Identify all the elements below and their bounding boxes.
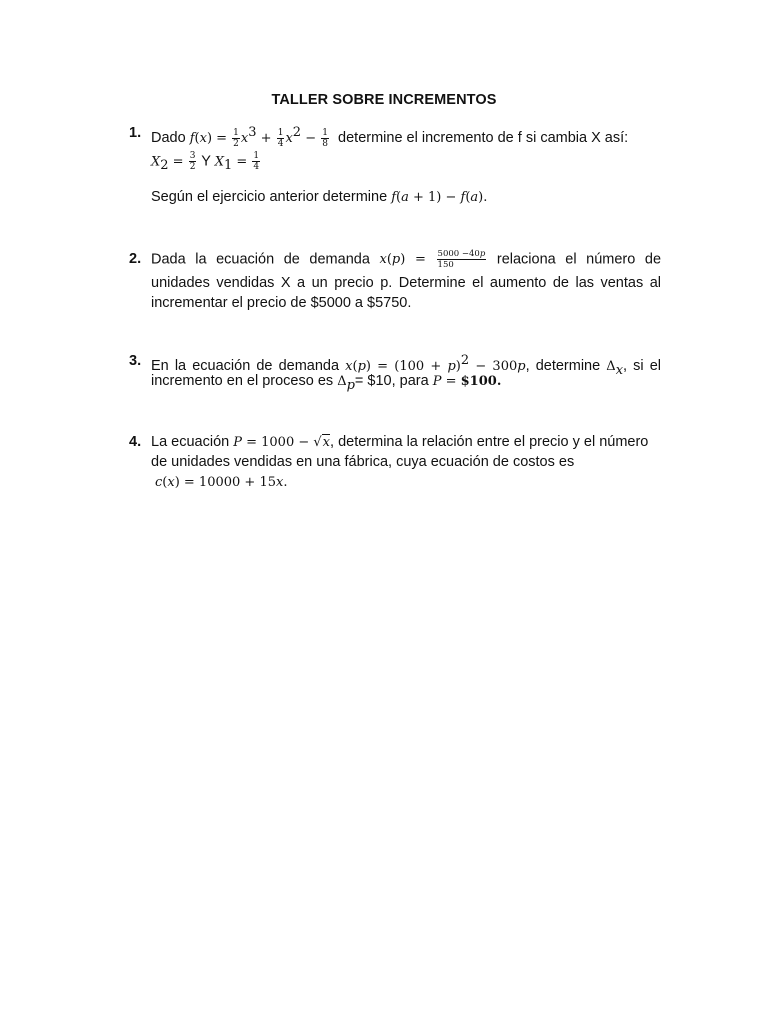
problem-2-line-1	[151, 249, 661, 270]
problem-number: 4.	[129, 434, 142, 450]
problem-text: , determine	[525, 357, 601, 374]
problem-number: 3.	[129, 353, 142, 369]
problem-text: , determina la relación entre el precio y el número	[330, 434, 649, 450]
page-title: TALLER SOBRE INCREMENTOS	[271, 92, 497, 108]
problem-number: 2.	[129, 251, 142, 267]
problem-4	[129, 432, 661, 496]
problem-text: = $10, para	[354, 373, 429, 389]
problem-3	[129, 351, 661, 395]
problem-text: Dada la ecuación de demanda	[151, 251, 370, 268]
problem-text: incremento en el proceso es	[151, 373, 334, 389]
math-demand: x(p) = $\frac{5000 -40p}{150}$	[379, 249, 486, 270]
problem-1	[129, 123, 661, 213]
problem-text: , si el	[623, 357, 662, 374]
math-delta-p: $\Delta_p$	[337, 374, 355, 393]
math-cost: c(x) = 10000 + 15x.	[155, 475, 288, 490]
problem-text: En la ecuación de demanda	[151, 357, 340, 374]
problem-text: Dado	[151, 129, 186, 146]
problem-2-line-3: incrementar el precio de $5000 a $5750.	[151, 295, 412, 311]
problem-text: Según el ejercicio anterior determine	[151, 189, 388, 205]
problem-text: La ecuación	[151, 434, 230, 450]
problem-4-line-2: de unidades vendidas en una fábrica, cuya ecuación de costos es	[151, 454, 575, 470]
problem-number: 1.	[129, 125, 142, 141]
math-delta-x: $\Delta_x$	[606, 358, 624, 378]
problem-1-line-3: Según el ejercicio anterior determine f(a + 1) − f(a).	[151, 189, 488, 205]
problem-1-line-2: $X_2$ = $\frac{3}{2}$ Y $X_1$ = $\frac{1}{4}$	[151, 151, 260, 174]
problem-2-line-2: unidades vendidas X a un precio p. Determine el aumento de las ventas al	[151, 275, 661, 291]
math-price: P = 1000 − √x	[233, 435, 331, 450]
problem-text: Y	[201, 153, 211, 170]
problem-4-line-3	[155, 472, 287, 493]
problem-1-line-1: Dado f(x) = $\frac{1}{2}$ $x^3$ + $\frac{1}{4}$ $x^2$ − $\frac{1}{8}$ determine el incremento de f si cambia X así:	[151, 125, 629, 149]
problem-3-line-2: incremento en el proceso es $\Delta_p=$ $10, para P = $100.	[151, 373, 502, 393]
problem-4-line-1	[151, 432, 648, 453]
problem-text: determine el incremento de f si cambia X así:	[338, 129, 629, 146]
problem-text: relaciona el número de	[496, 251, 662, 268]
problem-2	[129, 249, 661, 319]
math-fx: f	[189, 130, 195, 146]
math-demand: $x(p) = (100 + p)^2 - 300p$	[345, 353, 526, 374]
